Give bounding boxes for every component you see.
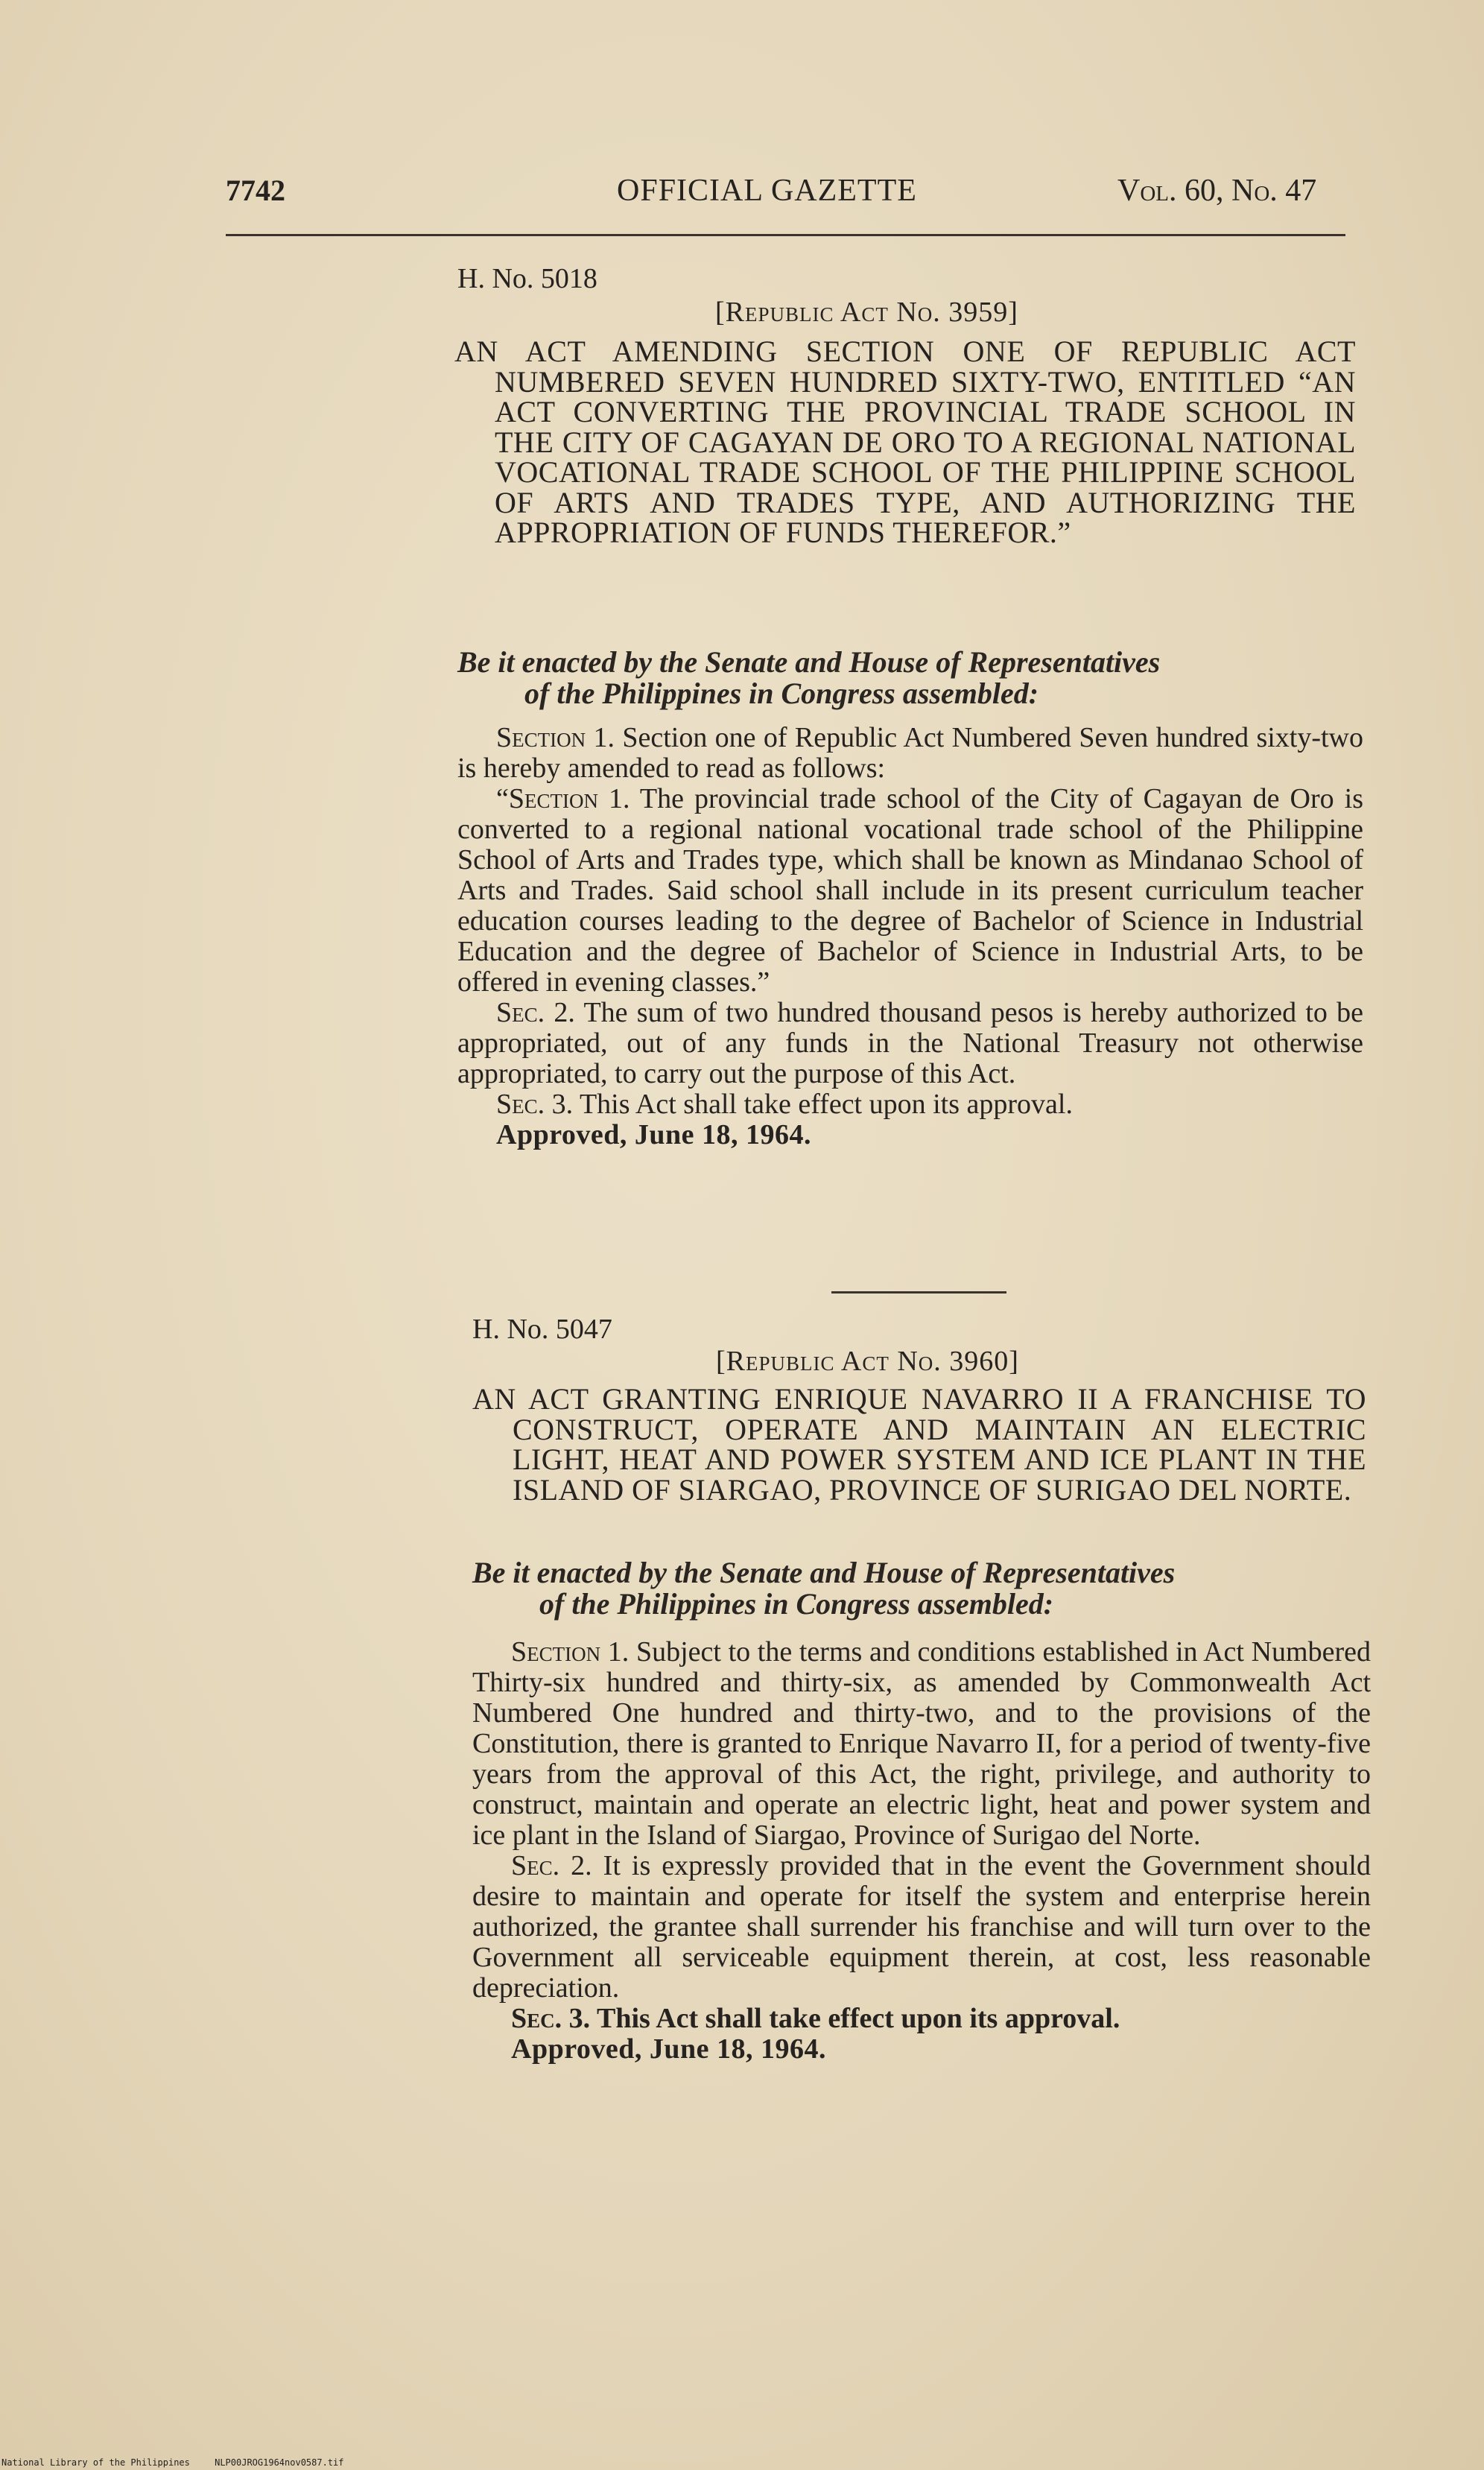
section-label: Sec. 3.: [496, 1089, 574, 1120]
page-number: 7742: [226, 174, 285, 207]
republic-act-number: [Republic Act No. 3960]: [716, 1346, 1019, 1377]
footer-source: National Library of the Philippines: [1, 2457, 190, 2468]
section-paragraph: [472, 1637, 1371, 1851]
section-label: Sec. 2.: [496, 997, 575, 1028]
republic-act-number: [Republic Act No. 3959]: [715, 297, 1018, 328]
house-bill-number: H. No. 5018: [457, 263, 597, 294]
header-rule: [226, 234, 1345, 236]
section-label: Sec. 3.: [511, 2003, 591, 2034]
section-label: Section 1.: [496, 722, 615, 753]
section-label: “Section 1.: [496, 783, 630, 814]
enacting-clause: [457, 647, 1381, 709]
act-title: [454, 337, 1356, 548]
enacting-clause-line-2: of the Philippines in Congress assembled:: [539, 1587, 1054, 1621]
approval-date: Approved, June 18, 1964.: [511, 2033, 827, 2065]
enacting-clause: [472, 1557, 1396, 1620]
enacting-clause-line-2: of the Philippines in Congress assembled:: [524, 677, 1039, 710]
scan-footer: [1, 2457, 364, 2468]
enacting-clause-line-1: Be it enacted by the Senate and House of Representatives: [457, 645, 1161, 679]
section-divider: [831, 1291, 1006, 1293]
section-paragraph: [457, 1089, 1363, 1120]
section-text: This Act shall take effect upon its approval.: [590, 2003, 1120, 2034]
act-body: [472, 1637, 1371, 2065]
section-text: This Act shall take effect upon its approval.: [573, 1089, 1073, 1120]
footer-file: NLP00JROG1964nov0587.tif: [215, 2457, 344, 2468]
act-title-text: AN ACT GRANTING ENRIQUE NAVARRO II A FRANCHISE TO CONSTRUCT, OPERATE AND MAINTAIN AN ELECTRIC LIGHT, HEAT AND POWER SYSTEM AND ICE PLANT IN THE ISLAND OF SIARGAO, PROVINCE OF SURIGAO DEL NORTE.: [472, 1382, 1366, 1507]
section-paragraph: [457, 723, 1363, 784]
house-bill-number: H. No. 5047: [472, 1314, 612, 1345]
act-title: [472, 1384, 1366, 1505]
section-text: It is expressly provided that in the event the Government should desire to maintain and operate for itself the system and enterprise herein authorized, the grantee shall surrender his franchise and will turn over to the Government all serviceable equipment therein, at cost, less reasonable depreciation.: [472, 1850, 1371, 2004]
section-paragraph: [472, 2004, 1371, 2034]
section-text: Subject to the terms and conditions established in Act Numbered Thirty-six hundred and thirty-six, as amended by Commonwealth Act Numbered One hundred and thirty-two, and to the provisions of the Constitution, there is granted to Enrique Navarro II, for a period of twenty-five years from the approval of this Act, the right, privilege, and authority to construct, maintain and operate an electric light, heat and power system and ice plant in the Island of Siargao, Province of Surigao del Norte.: [472, 1636, 1371, 1851]
volume-number: Vol. 60, No. 47: [1117, 174, 1317, 208]
section-label: Section 1.: [511, 1636, 630, 1668]
section-text: The sum of two hundred thousand pesos is hereby authorized to be appropriated, out of any funds in the National Treasury not otherwise appropriated, to carry out the purpose of this Act.: [457, 997, 1363, 1089]
approval-date: Approved, June 18, 1964.: [496, 1119, 812, 1150]
section-text: The provincial trade school of the City of Cagayan de Oro is converted to a regional national vocational trade school of the Philippine School of Arts and Trades type, which shall be known as Mindanao School of Arts and Trades. Said school shall include in its present curriculum teacher education courses leading to the degree of Bachelor of Science in Industrial Education and the degree of Bachelor of Science in Industrial Arts, to be offered in evening classes.”: [457, 783, 1364, 998]
section-paragraph: [457, 998, 1363, 1089]
act-title-text: AN ACT AMENDING SECTION ONE OF REPUBLIC ACT NUMBERED SEVEN HUNDRED SIXTY-TWO, ENTITLED “AN ACT CONVERTING THE PROVINCIAL TRADE SCHOOL IN THE CITY OF CAGAYAN DE ORO TO A REGIONAL NATIONAL VOCATIONAL TRADE SCHOOL OF THE PHILIPPINE SCHOOL OF ARTS AND TRADES TYPE, AND AUTHORIZING THE APPROPRIATION OF FUNDS THEREFOR.”: [454, 335, 1356, 549]
section-paragraph: [457, 784, 1363, 998]
section-paragraph: [472, 1851, 1371, 2004]
section-label: Sec. 2.: [511, 1850, 592, 1881]
publication-title: OFFICIAL GAZETTE: [617, 174, 917, 208]
act-body: [457, 723, 1363, 1150]
section-text: Section one of Republic Act Numbered Seven hundred sixty-two is hereby amended to read as follows:: [457, 722, 1364, 784]
enacting-clause-line-1: Be it enacted by the Senate and House of Representatives: [472, 1556, 1176, 1589]
